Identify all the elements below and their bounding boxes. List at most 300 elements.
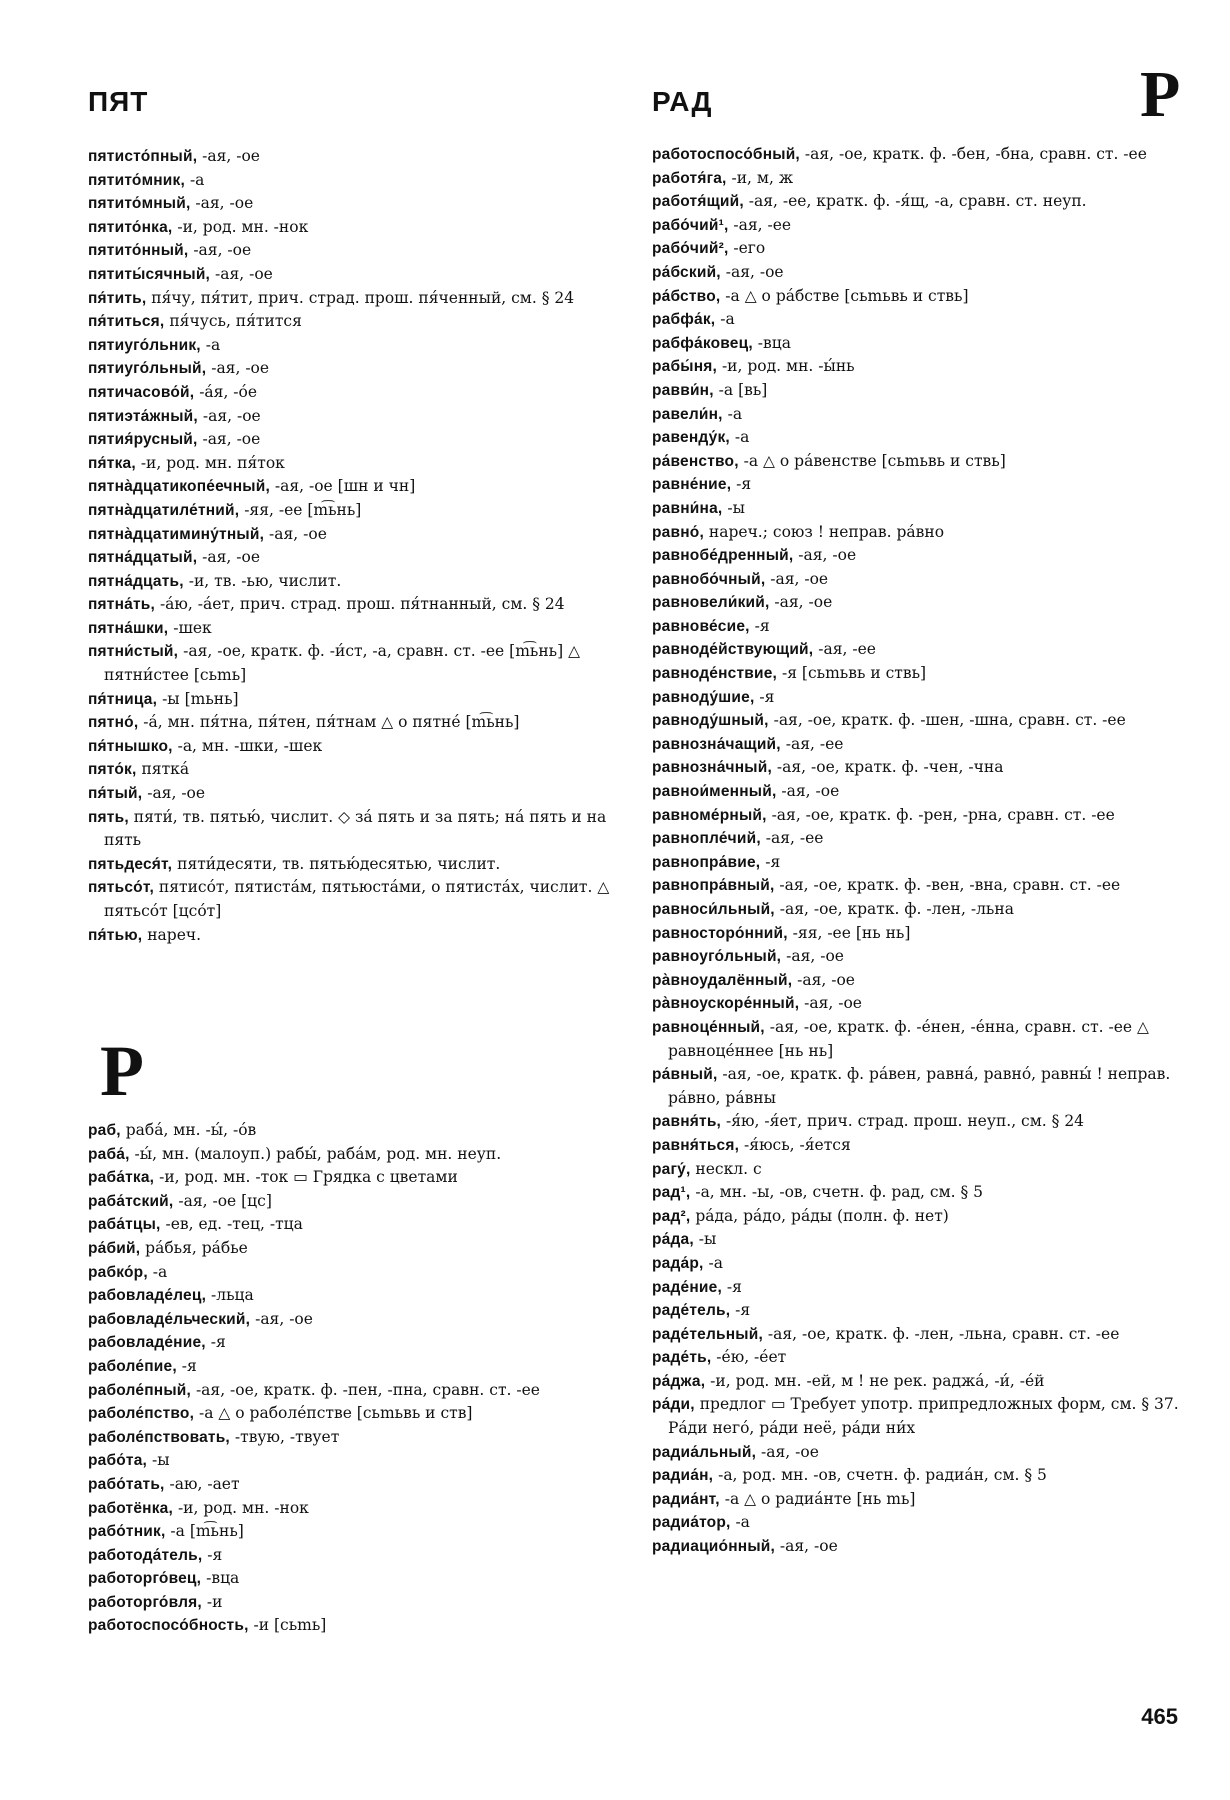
dictionary-entry	[652, 143, 1182, 167]
entry-headword: раде́тельный,	[652, 1325, 763, 1343]
entry-definition: пяти́десяти, тв. пятью́десятью, числит.	[172, 854, 501, 873]
entry-headword: пятна̀дцатикопе́ечный,	[88, 478, 270, 496]
entry-definition: -а △ о раболе́пстве [cьmьвь и ств]	[194, 1404, 473, 1423]
entry-headword: радиа́нт,	[652, 1490, 720, 1508]
entry-headword: ра̀вноудалённый,	[652, 971, 793, 989]
entry-headword: равня́ть,	[652, 1113, 722, 1131]
dictionary-entry	[652, 1252, 1182, 1276]
entry-headword: равноду́шный,	[652, 712, 769, 730]
dictionary-entry	[652, 426, 1182, 450]
entry-headword: раб,	[88, 1122, 121, 1139]
dictionary-entry	[652, 1535, 1182, 1559]
entry-definition: -я	[205, 1333, 226, 1352]
entry-definition: -я́ю, -я́ет, прич. страд. прош. неуп., см. § 24	[721, 1112, 1085, 1131]
entry-definition: -ая, -ое	[197, 430, 261, 449]
entry-headword: пятиуго́льный,	[88, 360, 207, 378]
entry-headword: равне́ние,	[652, 476, 732, 494]
entry-definition: -ая, -ое	[264, 524, 327, 543]
dictionary-entry	[652, 662, 1182, 686]
entry-headword: ра́венство,	[652, 452, 739, 470]
dictionary-entry	[652, 1393, 1182, 1440]
entry-definition: -а	[147, 1262, 168, 1281]
dictionary-entry	[652, 450, 1182, 474]
dictionary-entry	[652, 756, 1182, 780]
entry-definition: -ая, -ое, кратк. ф. -бен, -бна, сравн. ст. -ее	[799, 145, 1147, 163]
entry-headword: раде́тель,	[652, 1302, 731, 1320]
entry-definition: пятка́	[136, 760, 190, 779]
entry-headword: рабо́та,	[88, 1452, 148, 1470]
entry-definition: -его	[728, 239, 766, 258]
dictionary-entry	[652, 733, 1182, 757]
entry-headword: пятьсо́т,	[88, 879, 154, 897]
entry-definition: -и, род. мн. -нок	[172, 217, 309, 236]
entry-headword: пятито́нка,	[88, 218, 173, 236]
dictionary-entry	[652, 403, 1182, 427]
section-letter-corner: Р	[1140, 58, 1181, 131]
entry-definition: -а, мн. -ы, -ов, счетн. ф. рад, см. § 5	[690, 1183, 984, 1202]
dictionary-entry	[88, 1449, 613, 1473]
dictionary-entry	[88, 735, 613, 759]
entry-definition: -и [cьmь]	[248, 1616, 327, 1635]
dictionary-entry	[652, 261, 1182, 285]
entry-headword: пятиуго́льник,	[88, 336, 201, 354]
dictionary-entry	[88, 1166, 613, 1190]
entry-definition: -ая, -ое, кратк. ф. -лен, -льна, сравн. ст. -ее	[762, 1324, 1120, 1343]
entry-definition: -ая, -ое	[781, 947, 844, 966]
entry-headword: равенду́к,	[652, 429, 730, 447]
entry-definition: -ы́, мн. (малоуп.) рабы́, раба́м, род. мн. неуп.	[129, 1144, 502, 1163]
entry-definition: -я	[749, 616, 770, 635]
entry-definition: -а [m͡ьнь]	[165, 1522, 244, 1541]
dictionary-entry	[652, 945, 1182, 969]
dictionary-entry	[652, 521, 1182, 545]
entry-definition: -ая, -ое, кратк. ф. -рен, -рна, сравн. ст. -ее	[766, 805, 1115, 824]
entry-headword: радиа́н,	[652, 1467, 714, 1485]
dictionary-entry	[88, 1544, 613, 1568]
entry-definition: -я [cьmьвь и ствь]	[777, 664, 927, 683]
dictionary-entry	[88, 782, 613, 806]
entry-definition: -ая, -ое	[142, 784, 206, 803]
dictionary-entry	[88, 334, 613, 358]
entry-definition: -ая, -ое	[250, 1309, 313, 1328]
entry-headword: работёнка,	[88, 1499, 174, 1517]
dictionary-entry	[88, 239, 613, 263]
entry-headword: пятна́дцатый,	[88, 549, 198, 567]
dictionary-entry	[88, 310, 613, 334]
entry-definition: -вца	[752, 333, 791, 352]
entry-definition: -ы	[722, 498, 745, 517]
entry-definition: нескл. с	[690, 1159, 762, 1178]
entry-headword: пя́тка,	[88, 454, 136, 472]
dictionary-entry	[88, 1379, 613, 1403]
dictionary-entry	[652, 1370, 1182, 1394]
entry-headword: пятна́шки,	[88, 619, 169, 637]
entry-headword: ра́ди,	[652, 1396, 695, 1414]
entry-headword: пя́тый,	[88, 785, 143, 803]
entry-headword: работя́щий,	[652, 193, 744, 211]
entry-definition: -а́, мн. пя́тна, пя́тен, пя́тнам △ о пятне́ [m͡ьнь]	[138, 713, 520, 732]
entry-headword: равноме́рный,	[652, 806, 767, 824]
entry-headword: равнозна́чащий,	[652, 735, 781, 753]
entry-definition: -ая, -ое	[776, 782, 840, 801]
dictionary-entry	[652, 1158, 1182, 1182]
entry-headword: пятни́стый,	[88, 643, 179, 661]
entry-definition: -я	[202, 1545, 223, 1564]
entry-headword: пятито́мный,	[88, 195, 191, 213]
entry-headword: работоспосо́бный,	[652, 146, 800, 163]
entry-headword: работя́га,	[652, 169, 727, 187]
entry-headword: равноуго́льный,	[652, 948, 782, 966]
dictionary-entry	[652, 497, 1182, 521]
entry-headword: рабо́чий¹,	[652, 216, 729, 234]
dictionary-entry	[652, 1488, 1182, 1512]
dictionary-entry	[88, 876, 613, 923]
dictionary-entry	[652, 285, 1182, 309]
entry-headword: радиа́тор,	[652, 1514, 731, 1532]
dictionary-entry	[652, 1016, 1182, 1063]
entry-headword: ра́вный,	[652, 1066, 718, 1084]
entry-definition: -ая, -ое	[756, 1442, 819, 1461]
entry-definition: -ая, -ое [шн и чн]	[269, 477, 416, 496]
entry-headword: пя́тью,	[88, 926, 143, 944]
dictionary-entry	[652, 1110, 1182, 1134]
dictionary-entry	[88, 570, 613, 594]
entry-definition: -я	[176, 1356, 197, 1375]
dictionary-entry	[88, 806, 613, 853]
dictionary-entry	[88, 1614, 613, 1638]
entry-definition: -ая, -ое	[799, 994, 862, 1013]
dictionary-entry	[652, 1441, 1182, 1465]
dictionary-entry	[652, 544, 1182, 568]
entry-headword: раде́ние,	[652, 1278, 722, 1296]
entry-headword: рабфа́ковец,	[652, 334, 753, 352]
dictionary-entry	[652, 355, 1182, 379]
entry-headword: равносторо́нний,	[652, 924, 788, 942]
entry-definition: -а △ о ра́венстве [cьmьвь и ствь]	[738, 451, 1006, 470]
dictionary-entry	[88, 1591, 613, 1615]
entry-headword: работода́тель,	[88, 1546, 203, 1564]
left-column-top	[88, 145, 613, 947]
dictionary-entry	[88, 1473, 613, 1497]
entry-definition: ра́да, ра́до, ра́ды (полн. ф. нет)	[690, 1206, 949, 1225]
entry-definition: -ы	[147, 1451, 170, 1470]
entry-definition: -и, тв. -ью, числит.	[183, 571, 342, 590]
dictionary-entry	[652, 992, 1182, 1016]
entry-definition: -а, мн. -шки, -шек	[172, 736, 323, 755]
dictionary-entry	[88, 1520, 613, 1544]
entry-definition: пяти́, тв. пятью́, числит. ◇ за́ пять и за пять; на́ пять и на пять	[104, 807, 607, 850]
dictionary-entry	[652, 332, 1182, 356]
entry-definition: -е́ю, -е́ет	[711, 1348, 787, 1367]
entry-definition: -ая, -ое	[197, 548, 261, 567]
entry-headword: работорго́вля,	[88, 1593, 202, 1611]
dictionary-entry	[652, 214, 1182, 238]
entry-definition: -я	[754, 687, 775, 706]
entry-headword: радиацио́нный,	[652, 1538, 775, 1556]
dictionary-entry	[88, 1308, 613, 1332]
entry-headword: пятна́дцать,	[88, 572, 184, 590]
entry-definition: -я́юсь, -я́ется	[739, 1135, 851, 1154]
dictionary-entry	[88, 1190, 613, 1214]
entry-definition: -я	[721, 1277, 742, 1296]
entry-headword: равнопле́чий,	[652, 830, 761, 848]
dictionary-entry	[88, 853, 613, 877]
dictionary-entry	[88, 523, 613, 547]
dictionary-entry	[652, 190, 1182, 214]
dictionary-entry	[88, 1213, 613, 1237]
entry-headword: равни́на,	[652, 499, 723, 517]
dictionary-entry	[652, 969, 1182, 993]
dictionary-entry	[88, 1331, 613, 1355]
entry-definition: -ая, -ое, кратк. ф. -вен, -вна, сравн. ст. -ее	[774, 876, 1121, 895]
entry-headword: радиа́льный,	[652, 1443, 757, 1461]
dictionary-entry	[652, 568, 1182, 592]
entry-headword: рабко́р,	[88, 1263, 148, 1281]
entry-definition: -ая, -ее	[760, 829, 824, 848]
entry-headword: рабо́тник,	[88, 1523, 166, 1541]
dictionary-entry	[88, 216, 613, 240]
dictionary-entry	[652, 615, 1182, 639]
dictionary-entry	[652, 686, 1182, 710]
entry-headword: рабовладе́ние,	[88, 1334, 206, 1352]
entry-headword: равнопра́вие,	[652, 853, 761, 871]
dictionary-entry	[88, 688, 613, 712]
entry-definition: -ая, -ое	[197, 406, 261, 425]
entry-headword: раба́,	[88, 1145, 130, 1163]
entry-definition: нареч.; союз ! неправ. ра́вно	[703, 522, 945, 541]
page-number: 465	[1141, 1704, 1178, 1729]
dictionary-entry	[652, 1228, 1182, 1252]
entry-definition: -ая, -ее, кратк. ф. -я́щ, -а, сравн. ст. неуп.	[743, 192, 1087, 211]
entry-headword: пятия́русный,	[88, 431, 198, 449]
dictionary-entry	[652, 851, 1182, 875]
entry-definition: -твую, -твует	[229, 1427, 340, 1446]
dictionary-entry	[88, 475, 613, 499]
entry-headword: пятно́,	[88, 714, 139, 732]
entry-headword: раболе́пный,	[88, 1381, 192, 1399]
entry-headword: пя́титься,	[88, 313, 165, 331]
dictionary-entry	[652, 827, 1182, 851]
section-letter-heading: Р	[100, 1031, 144, 1111]
entry-definition: -а	[730, 1513, 750, 1532]
entry-definition: -ая, -ое, кратк. ф. -чен, -чна	[771, 758, 1004, 777]
dictionary-entry	[652, 1299, 1182, 1323]
entry-definition: -ая, -ое	[210, 264, 273, 283]
entry-headword: рабо́чий²,	[652, 240, 729, 258]
entry-headword: рад²,	[652, 1207, 691, 1225]
entry-definition: пя́чусь, пя́тится	[164, 312, 302, 331]
entry-headword: равнобо́чный,	[652, 570, 766, 588]
dictionary-entry	[652, 308, 1182, 332]
entry-headword: ра́бский,	[652, 263, 721, 281]
dictionary-entry	[88, 711, 613, 735]
dictionary-entry	[88, 1119, 613, 1143]
entry-headword: пя́тнышко,	[88, 737, 173, 755]
dictionary-entry	[88, 1567, 613, 1591]
dictionary-entry	[88, 263, 613, 287]
entry-headword: равнобе́дренный,	[652, 547, 794, 565]
entry-definition: -а [вь]	[713, 380, 768, 399]
entry-headword: рабовладе́льческий,	[88, 1310, 251, 1328]
entry-headword: пять,	[88, 808, 129, 826]
entry-definition: -я	[760, 852, 781, 871]
dictionary-entry	[652, 709, 1182, 733]
entry-headword: равнозна́чный,	[652, 759, 772, 777]
entry-headword: равноси́льный,	[652, 901, 775, 918]
dictionary-entry	[88, 381, 613, 405]
dictionary-entry	[88, 192, 613, 216]
entry-definition: -а, род. мн. -ов, счетн. ф. радиа́н, см. § 5	[713, 1466, 1047, 1485]
entry-headword: пя́тница,	[88, 690, 158, 708]
entry-definition: -и, род. мн. -ей, м ! не рек. раджа́, -и́, -е́й	[705, 1371, 1045, 1390]
entry-definition: -и, м, ж	[726, 168, 794, 187]
entry-definition: -аю, -ает	[164, 1474, 240, 1493]
dictionary-entry	[652, 874, 1182, 898]
entry-definition: -ая, -ое, кратк. ф. -шен, -шна, сравн. ст. -ее	[768, 711, 1126, 730]
entry-definition: -ая, -ое [цс]	[173, 1191, 272, 1210]
entry-headword: равви́н,	[652, 381, 714, 399]
entry-headword: ра̀вноускоре́нный,	[652, 995, 800, 1013]
entry-definition: -ая, -ее	[780, 734, 844, 753]
entry-definition: -ая, -ое, кратк. ф. -и́ст, -а, сравн. ст. -ее [m͡ьнь] △ пятни́стее [cьmь]	[104, 642, 580, 685]
entry-definition: -ая, -ое	[775, 1537, 838, 1556]
entry-headword: пятиты́сячный,	[88, 265, 211, 283]
entry-headword: равновели́кий,	[652, 594, 770, 612]
left-column-bottom	[88, 1119, 613, 1638]
dictionary-entry	[88, 287, 613, 311]
dictionary-entry	[652, 591, 1182, 615]
entry-definition: -а	[722, 404, 743, 423]
entry-headword: пятьдеся́т,	[88, 855, 173, 873]
entry-definition: -а	[200, 335, 221, 354]
dictionary-entry	[88, 1355, 613, 1379]
entry-definition: ра́бья, ра́бье	[140, 1238, 248, 1257]
dictionary-entry	[652, 1276, 1182, 1300]
entry-definition: -ая, -ое	[792, 970, 855, 989]
dictionary-entry	[88, 1497, 613, 1521]
entry-headword: равнопра́вный,	[652, 877, 775, 895]
entry-definition: -яя, -ее [нь нь]	[787, 923, 911, 942]
entry-definition: -ая, -ое	[769, 593, 833, 612]
entry-headword: раболе́пие,	[88, 1357, 177, 1375]
entry-definition: -и, род. мн. -ток ▭ Грядка с цветами	[154, 1168, 458, 1187]
entry-definition: -ая, -ее	[813, 640, 876, 659]
dictionary-entry	[88, 758, 613, 782]
entry-definition: -и	[201, 1592, 223, 1611]
dictionary-entry	[88, 1237, 613, 1261]
dictionary-entry	[88, 1143, 613, 1167]
entry-headword: пятна̀дцатиле́тний,	[88, 501, 240, 519]
entry-definition: пя́чу, пя́тит, прич. страд. прош. пя́ченный, см. § 24	[146, 288, 575, 307]
running-head-left: ПЯТ	[88, 86, 149, 117]
dictionary-entry	[652, 1205, 1182, 1229]
entry-definition: -а △ о радиа́нте [нь mь]	[719, 1489, 916, 1508]
entry-headword: равноду́шие,	[652, 688, 755, 706]
dictionary-entry	[88, 1261, 613, 1285]
entry-definition: -ы [mьнь]	[157, 689, 239, 708]
dictionary-entry	[652, 1323, 1182, 1347]
dictionary-entry	[88, 452, 613, 476]
dictionary-entry	[652, 379, 1182, 403]
entry-headword: раба́тский,	[88, 1192, 174, 1210]
right-column	[652, 143, 1182, 1559]
dictionary-entry	[88, 357, 613, 381]
entry-definition: раба́, мн. -ы́, -о́в	[120, 1121, 257, 1139]
entry-headword: раба́тка,	[88, 1169, 155, 1187]
dictionary-entry	[88, 499, 613, 523]
entry-definition: -шек	[168, 618, 212, 637]
entry-headword: равноде́нствие,	[652, 665, 778, 683]
dictionary-entry	[88, 593, 613, 617]
dictionary-entry	[88, 405, 613, 429]
entry-definition: -ая, -ое	[206, 359, 270, 378]
entry-headword: равня́ться,	[652, 1136, 740, 1154]
entry-headword: раболе́пствовать,	[88, 1428, 230, 1446]
entry-headword: раде́ть,	[652, 1349, 712, 1367]
entry-headword: пятито́мник,	[88, 171, 186, 189]
entry-headword: пятна́ть,	[88, 596, 156, 614]
entry-definition: нареч.	[142, 925, 202, 944]
dictionary-entry	[88, 169, 613, 193]
entry-definition: -ая, -ое, кратк. ф. -е́нен, -е́нна, сравн. ст. -ее △ равноце́ннее [нь нь]	[668, 1017, 1149, 1060]
dictionary-entry	[652, 1464, 1182, 1488]
entry-definition: -ая, -ое	[188, 241, 252, 260]
entry-definition: -ы	[693, 1230, 717, 1249]
entry-definition: -а △ о ра́бстве [cьmьвь и ствь]	[720, 286, 969, 305]
entry-definition: -ая, -ое, кратк. ф. ра́вен, равна́, равно́, равны́ ! неправ. ра́вно, ра́вны	[668, 1065, 1171, 1107]
dictionary-entry	[652, 1181, 1182, 1205]
dictionary-entry	[88, 1402, 613, 1426]
entry-definition: -и, род. мн. -ы́нь	[717, 357, 855, 376]
dictionary-entry	[652, 237, 1182, 261]
entry-headword: пя́тить,	[88, 289, 147, 307]
entry-definition: -ев, ед. -тец, -тца	[160, 1215, 303, 1234]
entry-definition: -а	[715, 310, 735, 329]
entry-definition: -ая, -ое, кратк. ф. -пен, -пна, сравн. ст. -ее	[191, 1380, 540, 1399]
entry-headword: равнои́менный,	[652, 783, 777, 801]
entry-headword: работорго́вец,	[88, 1570, 202, 1588]
entry-definition: -ая, -ое	[793, 546, 857, 565]
entry-definition: -и, род. мн. пя́ток	[135, 453, 285, 472]
entry-headword: пятичасово́й,	[88, 383, 195, 401]
dictionary-entry	[88, 924, 613, 948]
entry-headword: пятна̀дцатимину́тный,	[88, 525, 265, 543]
dictionary-entry	[88, 1284, 613, 1308]
dictionary-entry	[88, 428, 613, 452]
dictionary-entry	[652, 804, 1182, 828]
entry-definition: -льца	[206, 1286, 254, 1305]
entry-definition: -ая, -ое	[720, 262, 784, 281]
entry-definition: предлог ▭ Требует употр. припредложных форм, см. § 37. Ра́ди него́, ра́ди неё, ра́ди ни́х	[668, 1395, 1179, 1438]
entry-headword: равно́,	[652, 523, 704, 541]
entry-headword: пято́к,	[88, 761, 137, 779]
entry-headword: работоспосо́бность,	[88, 1617, 249, 1635]
entry-definition: -а	[185, 170, 205, 189]
dictionary-entry	[652, 922, 1182, 946]
dictionary-entry	[652, 1511, 1182, 1535]
entry-headword: равноде́йствующий,	[652, 641, 814, 659]
entry-definition: -ая, -ое, кратк. ф. -лен, -льна	[774, 900, 1014, 918]
entry-definition: -а́ю, -а́ет, прич. страд. прош. пя́тнанный, см. § 24	[155, 595, 565, 614]
entry-headword: ра́бство,	[652, 287, 721, 305]
dictionary-entry	[88, 546, 613, 570]
entry-headword: рабфа́к,	[652, 311, 716, 329]
entry-headword: пятито́нный,	[88, 242, 189, 260]
entry-definition: -а́я, -о́е	[194, 382, 258, 401]
entry-headword: ра́бий,	[88, 1239, 141, 1257]
dictionary-entry	[652, 1063, 1182, 1110]
dictionary-entry	[88, 1426, 613, 1450]
